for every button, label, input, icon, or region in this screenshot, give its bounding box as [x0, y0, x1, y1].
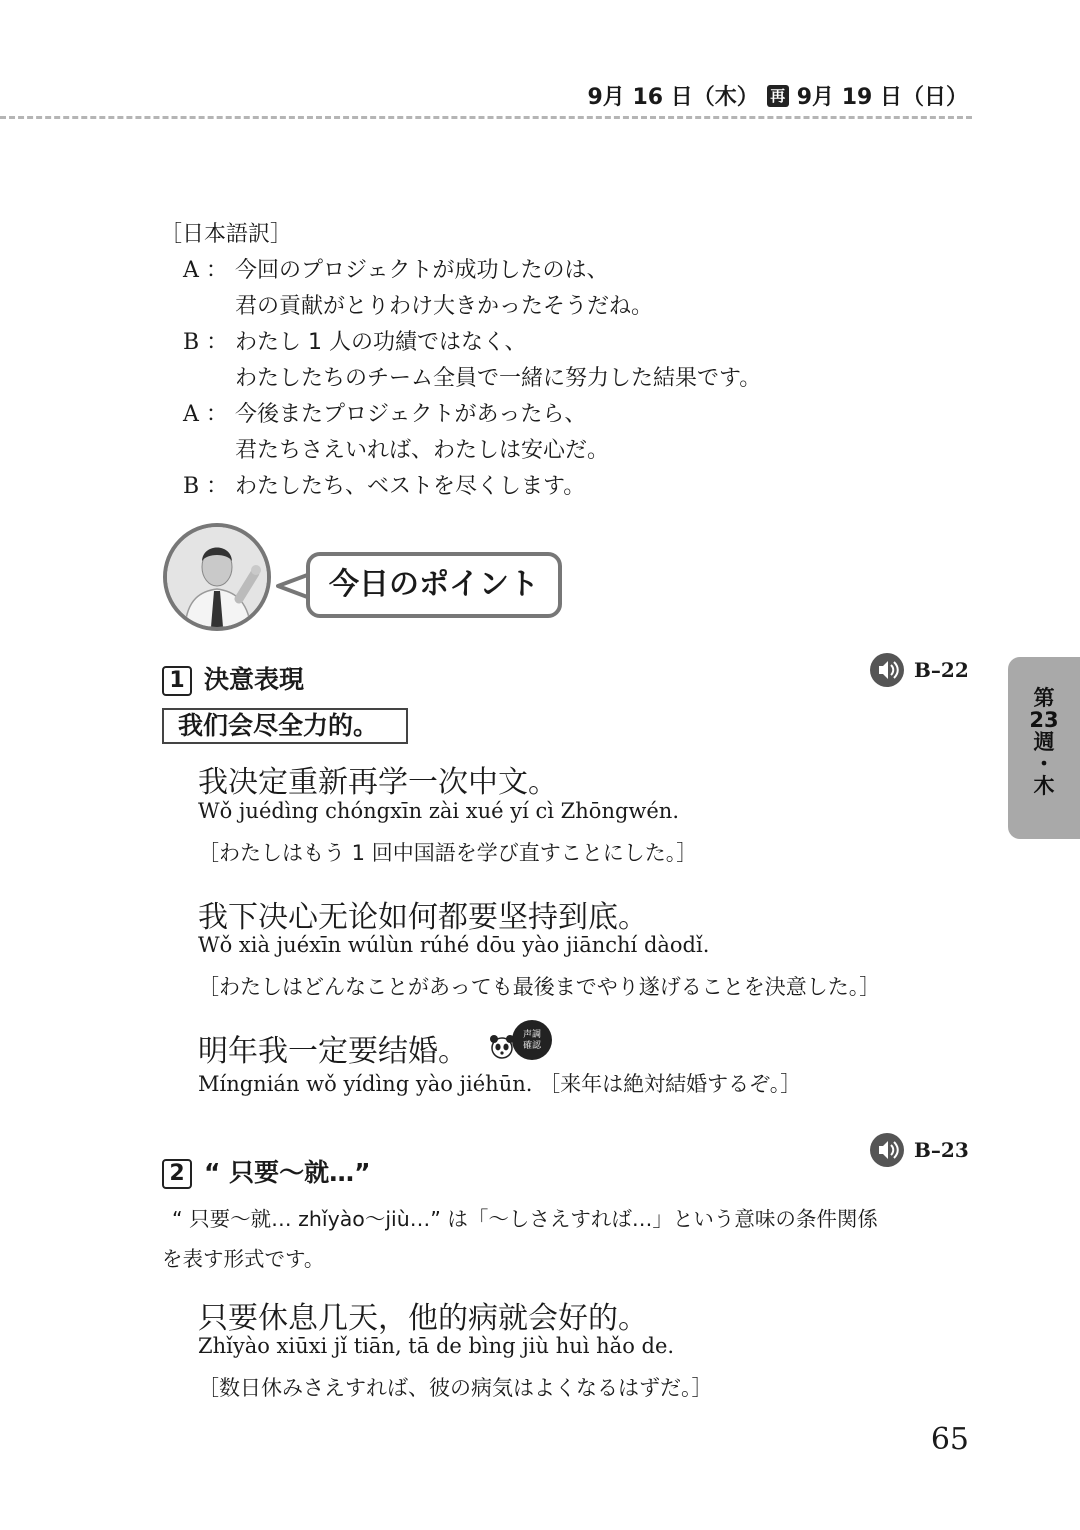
example-japanese: ［わたしはどんなことがあっても最後までやり遂げることを決意した。］	[198, 975, 881, 999]
line-text: わたしたちのチーム全員で一緒に努力した結果です。	[235, 366, 762, 391]
translation-line	[235, 289, 653, 320]
example-japanese: ［わたしはもう 1 回中国語を学び直すことにした。］	[198, 841, 698, 865]
speaker-label: B ：	[183, 330, 229, 355]
teacher-photo	[167, 527, 267, 627]
speaker-icon[interactable]	[870, 653, 904, 687]
key-phrase-box: 我们会尽全力的。	[162, 708, 408, 744]
line-text: 今回のプロジェクトが成功したのは、	[235, 258, 609, 283]
example-japanese: ［来年は絶対結婚するぞ。］	[539, 1072, 802, 1096]
rerun-badge: 再	[767, 85, 789, 107]
tab-char: ・	[1033, 752, 1055, 776]
translation-heading: ［日本語訳］	[160, 222, 293, 247]
translation-line	[235, 433, 609, 464]
todays-point-bubble: 今日のポイント	[306, 552, 562, 618]
section-2-heading	[162, 1153, 371, 1189]
speaker-label: A ：	[183, 402, 228, 427]
audio-label: B–22	[914, 658, 969, 682]
line-text: わたしたち、ベストを尽くします。	[235, 474, 586, 499]
example-chinese: 只要休息几天，他的病就会好的。	[198, 1301, 648, 1336]
panda-tone-check-icon	[488, 1018, 552, 1064]
line-text: 君の貢献がとりわけ大きかったそうだね。	[235, 294, 654, 319]
example-pinyin: Zhǐyào xiūxi jǐ tiān, tā de bìng jiù huì hǎo de.	[198, 1334, 675, 1358]
date-from: 9月 16 日（木）	[587, 85, 759, 110]
explanation-line-2: を表す形式です。	[162, 1247, 325, 1271]
example-chinese: 明年我一定要结婚。	[198, 1034, 468, 1069]
tab-char: 木	[1033, 774, 1055, 798]
example-pinyin: Wǒ xià juéxīn wúlùn rúhé dōu yào jiānchí dàodǐ.	[198, 933, 710, 957]
audio-track-b23[interactable]	[870, 1133, 969, 1167]
translation-line	[183, 469, 585, 500]
date-to: 9月 19 日（日）	[796, 85, 968, 110]
section-title: 決意表現	[204, 665, 305, 694]
chapter-side-tab[interactable]	[1008, 657, 1080, 839]
speaker-label: A ：	[183, 258, 228, 283]
tab-char: 週	[1033, 730, 1055, 754]
speaker-label: B ：	[183, 474, 229, 499]
example-pinyin-with-translation	[198, 1068, 801, 1098]
side-tab-label	[1008, 687, 1080, 797]
translation-line	[183, 397, 586, 428]
tone-check-label-bottom: 確認	[522, 1041, 542, 1051]
audio-label: B–23	[914, 1138, 969, 1162]
translation-line	[183, 253, 609, 284]
header-divider	[0, 116, 972, 119]
audio-track-b22[interactable]	[870, 653, 969, 687]
tone-check-label-top: 声調	[522, 1030, 542, 1040]
page-number: 65	[930, 1422, 969, 1457]
translation-line	[183, 325, 527, 356]
line-text: 今後またプロジェクトがあったら、	[235, 402, 587, 427]
example-chinese: 我下决心无论如何都要坚持到底。	[198, 900, 648, 935]
example-chinese: 我决定重新再学一次中文。	[198, 765, 558, 800]
section-number: 1	[162, 666, 192, 696]
line-text: わたし 1 人の功績ではなく、	[235, 330, 527, 355]
tab-char: 第	[1033, 686, 1055, 710]
explanation-line-1: “ 只要～就… zhǐyào～jiù…” は「～しさえすれば…」という意味の条件関係	[172, 1207, 878, 1231]
section-1-heading	[162, 660, 304, 696]
example-pinyin: Wǒ juédìng chóngxīn zài xué yí cì Zhōngwén.	[198, 799, 680, 823]
section-title: “ 只要～就…”	[204, 1158, 371, 1187]
translation-line	[235, 361, 761, 392]
line-text: 君たちさえいれば、わたしは安心だ。	[235, 438, 610, 463]
speaker-icon[interactable]	[870, 1133, 904, 1167]
example-japanese: ［数日休みさえすれば、彼の病気はよくなるはずだ。］	[198, 1376, 713, 1400]
section-number: 2	[162, 1159, 192, 1189]
header-date	[588, 80, 969, 111]
tab-char: 23	[1029, 708, 1059, 732]
teacher-avatar	[163, 523, 271, 631]
example-pinyin: Míngnián wǒ yídìng yào jiéhūn.	[198, 1072, 533, 1096]
